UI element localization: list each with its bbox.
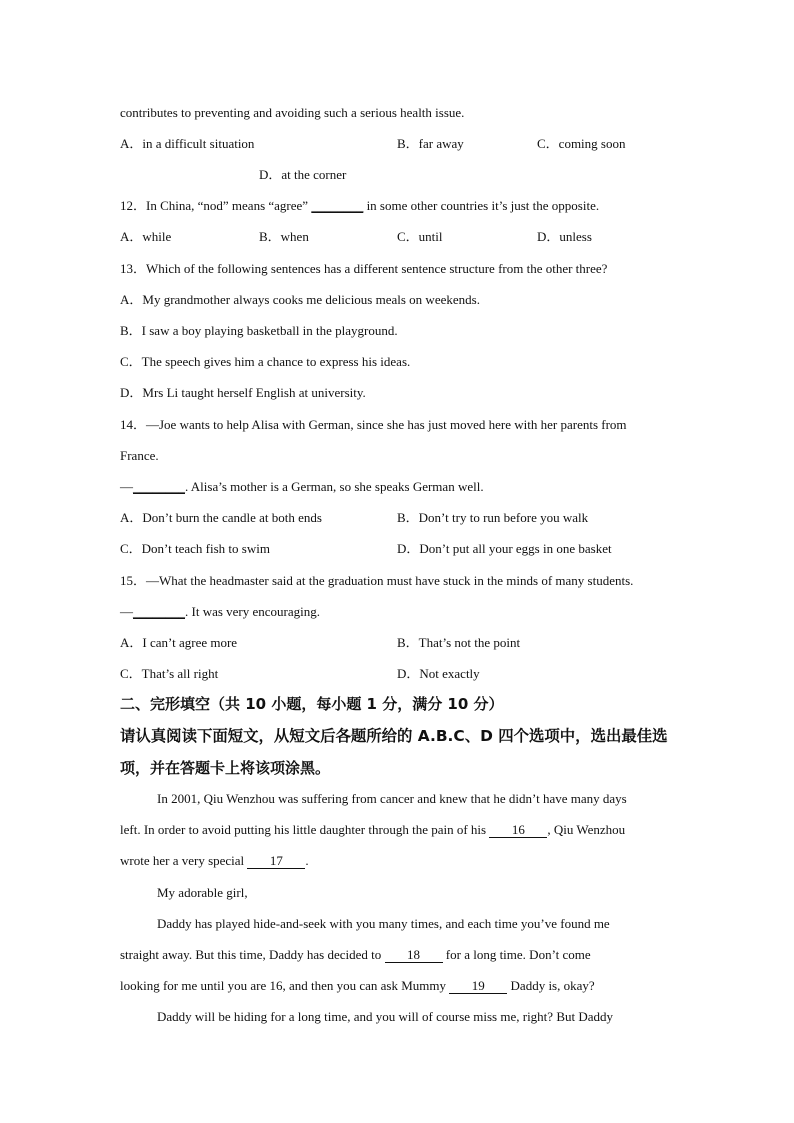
q12-stem-before: 12．In China, “nod” means “agree” — [120, 198, 312, 213]
passage-p1-line3-before: wrote her a very special — [120, 853, 248, 868]
q12-option-d: D．unless — [537, 229, 592, 244]
passage-p2-line3-after: Daddy is, okay? — [507, 978, 595, 993]
q15-option-b: B．That’s not the point — [397, 635, 521, 650]
q11-option-a: A．in a difficult situation — [120, 136, 255, 151]
q13-option-d: D．Mrs Li taught herself English at university. — [120, 385, 366, 400]
q11-option-b: B．far away — [397, 136, 464, 151]
passage-p2-line3 — [120, 978, 676, 994]
q12-blank: ________ — [311, 198, 364, 213]
q14-stem-line2: France. — [120, 448, 159, 463]
cloze-blank-16: 16 — [489, 823, 547, 838]
passage-p2-line2-after: for a long time. Don’t come — [442, 947, 591, 962]
q15-reply-dash: — — [120, 604, 133, 619]
q12-option-b: B．when — [259, 229, 309, 244]
cloze-blank-19: 19 — [449, 979, 507, 994]
passage-p2-line1: Daddy has played hide-and-seek with you many times, and each time you’ve found me — [157, 916, 610, 931]
q15-option-a: A．I can’t agree more — [120, 635, 238, 650]
passage-p1-line3-after: . — [305, 853, 309, 868]
q12-stem — [120, 198, 680, 214]
q13-option-a: A．My grandmother always cooks me delicious meals on weekends. — [120, 292, 480, 307]
q13-stem: 13．Which of the following sentences has a different sentence structure from the other three? — [120, 261, 608, 276]
q14-option-d: D．Don’t put all your eggs in one basket — [397, 541, 612, 556]
q11-option-c: C．coming soon — [537, 136, 626, 151]
q11-option-d: D．at the corner — [259, 167, 347, 182]
q15-reply-after: . It was very encouraging. — [185, 604, 321, 619]
q14-option-c: C．Don’t teach fish to swim — [120, 541, 270, 556]
q14-stem-line1: 14．—Joe wants to help Alisa with German, since she has just moved here with her parents from — [120, 417, 627, 432]
section-instruction-line2: 项，并在答题卡上将该项涂黑。 — [120, 759, 331, 777]
q15-stem: 15．—What the headmaster said at the graduation must have stuck in the minds of many students. — [120, 573, 634, 588]
passage-p1-line2 — [120, 822, 676, 838]
section-instruction-line1: 请认真阅读下面短文，从短文后各题所给的 A.B.C、D 四个选项中，选出最佳选 — [120, 727, 668, 745]
q14-option-a: A．Don’t burn the candle at both ends — [120, 510, 322, 525]
q14-reply — [120, 479, 680, 495]
q12-option-a: A．while — [120, 229, 172, 244]
passage-p2-line2 — [120, 947, 676, 963]
q13-option-b: B．I saw a boy playing basketball in the playground. — [120, 323, 398, 338]
cloze-blank-18: 18 — [385, 948, 443, 963]
letter-greeting: My adorable girl, — [157, 885, 248, 900]
passage-p3-line1: Daddy will be hiding for a long time, and you will of course miss me, right? But Daddy — [157, 1009, 614, 1024]
passage-p1-line2-before: left. In order to avoid putting his little daughter through the pain of his — [120, 822, 490, 837]
section-title: 二、完形填空（共 10 小题，每小题 1 分，满分 10 分） — [120, 695, 504, 713]
passage-p1-line1: In 2001, Qiu Wenzhou was suffering from cancer and knew that he didn’t have many days — [157, 791, 627, 806]
passage-p1-line2-after: , Qiu Wenzhou — [547, 822, 626, 837]
passage-p2-line3-before: looking for me until you are 16, and then you can ask Mummy — [120, 978, 450, 993]
q11-stem-tail: contributes to preventing and avoiding such a serious health issue. — [120, 105, 465, 120]
q13-option-c: C．The speech gives him a chance to express his ideas. — [120, 354, 411, 369]
passage-p1-line3 — [120, 853, 676, 869]
q15-blank: ________ — [133, 604, 185, 619]
passage-p2-line2-before: straight away. But this time, Daddy has decided to — [120, 947, 385, 962]
q15-option-c: C．That’s all right — [120, 666, 219, 681]
q12-stem-after: in some other countries it’s just the opposite. — [363, 198, 600, 213]
q15-reply — [120, 604, 680, 620]
cloze-blank-17: 17 — [247, 854, 305, 869]
q15-option-d: D．Not exactly — [397, 666, 480, 681]
q14-option-b: B．Don’t try to run before you walk — [397, 510, 589, 525]
q14-reply-dash: — — [120, 479, 133, 494]
q14-reply-after: . Alisa’s mother is a German, so she speaks German well. — [185, 479, 484, 494]
q12-option-c: C．until — [397, 229, 443, 244]
q14-blank: ________ — [133, 479, 185, 494]
